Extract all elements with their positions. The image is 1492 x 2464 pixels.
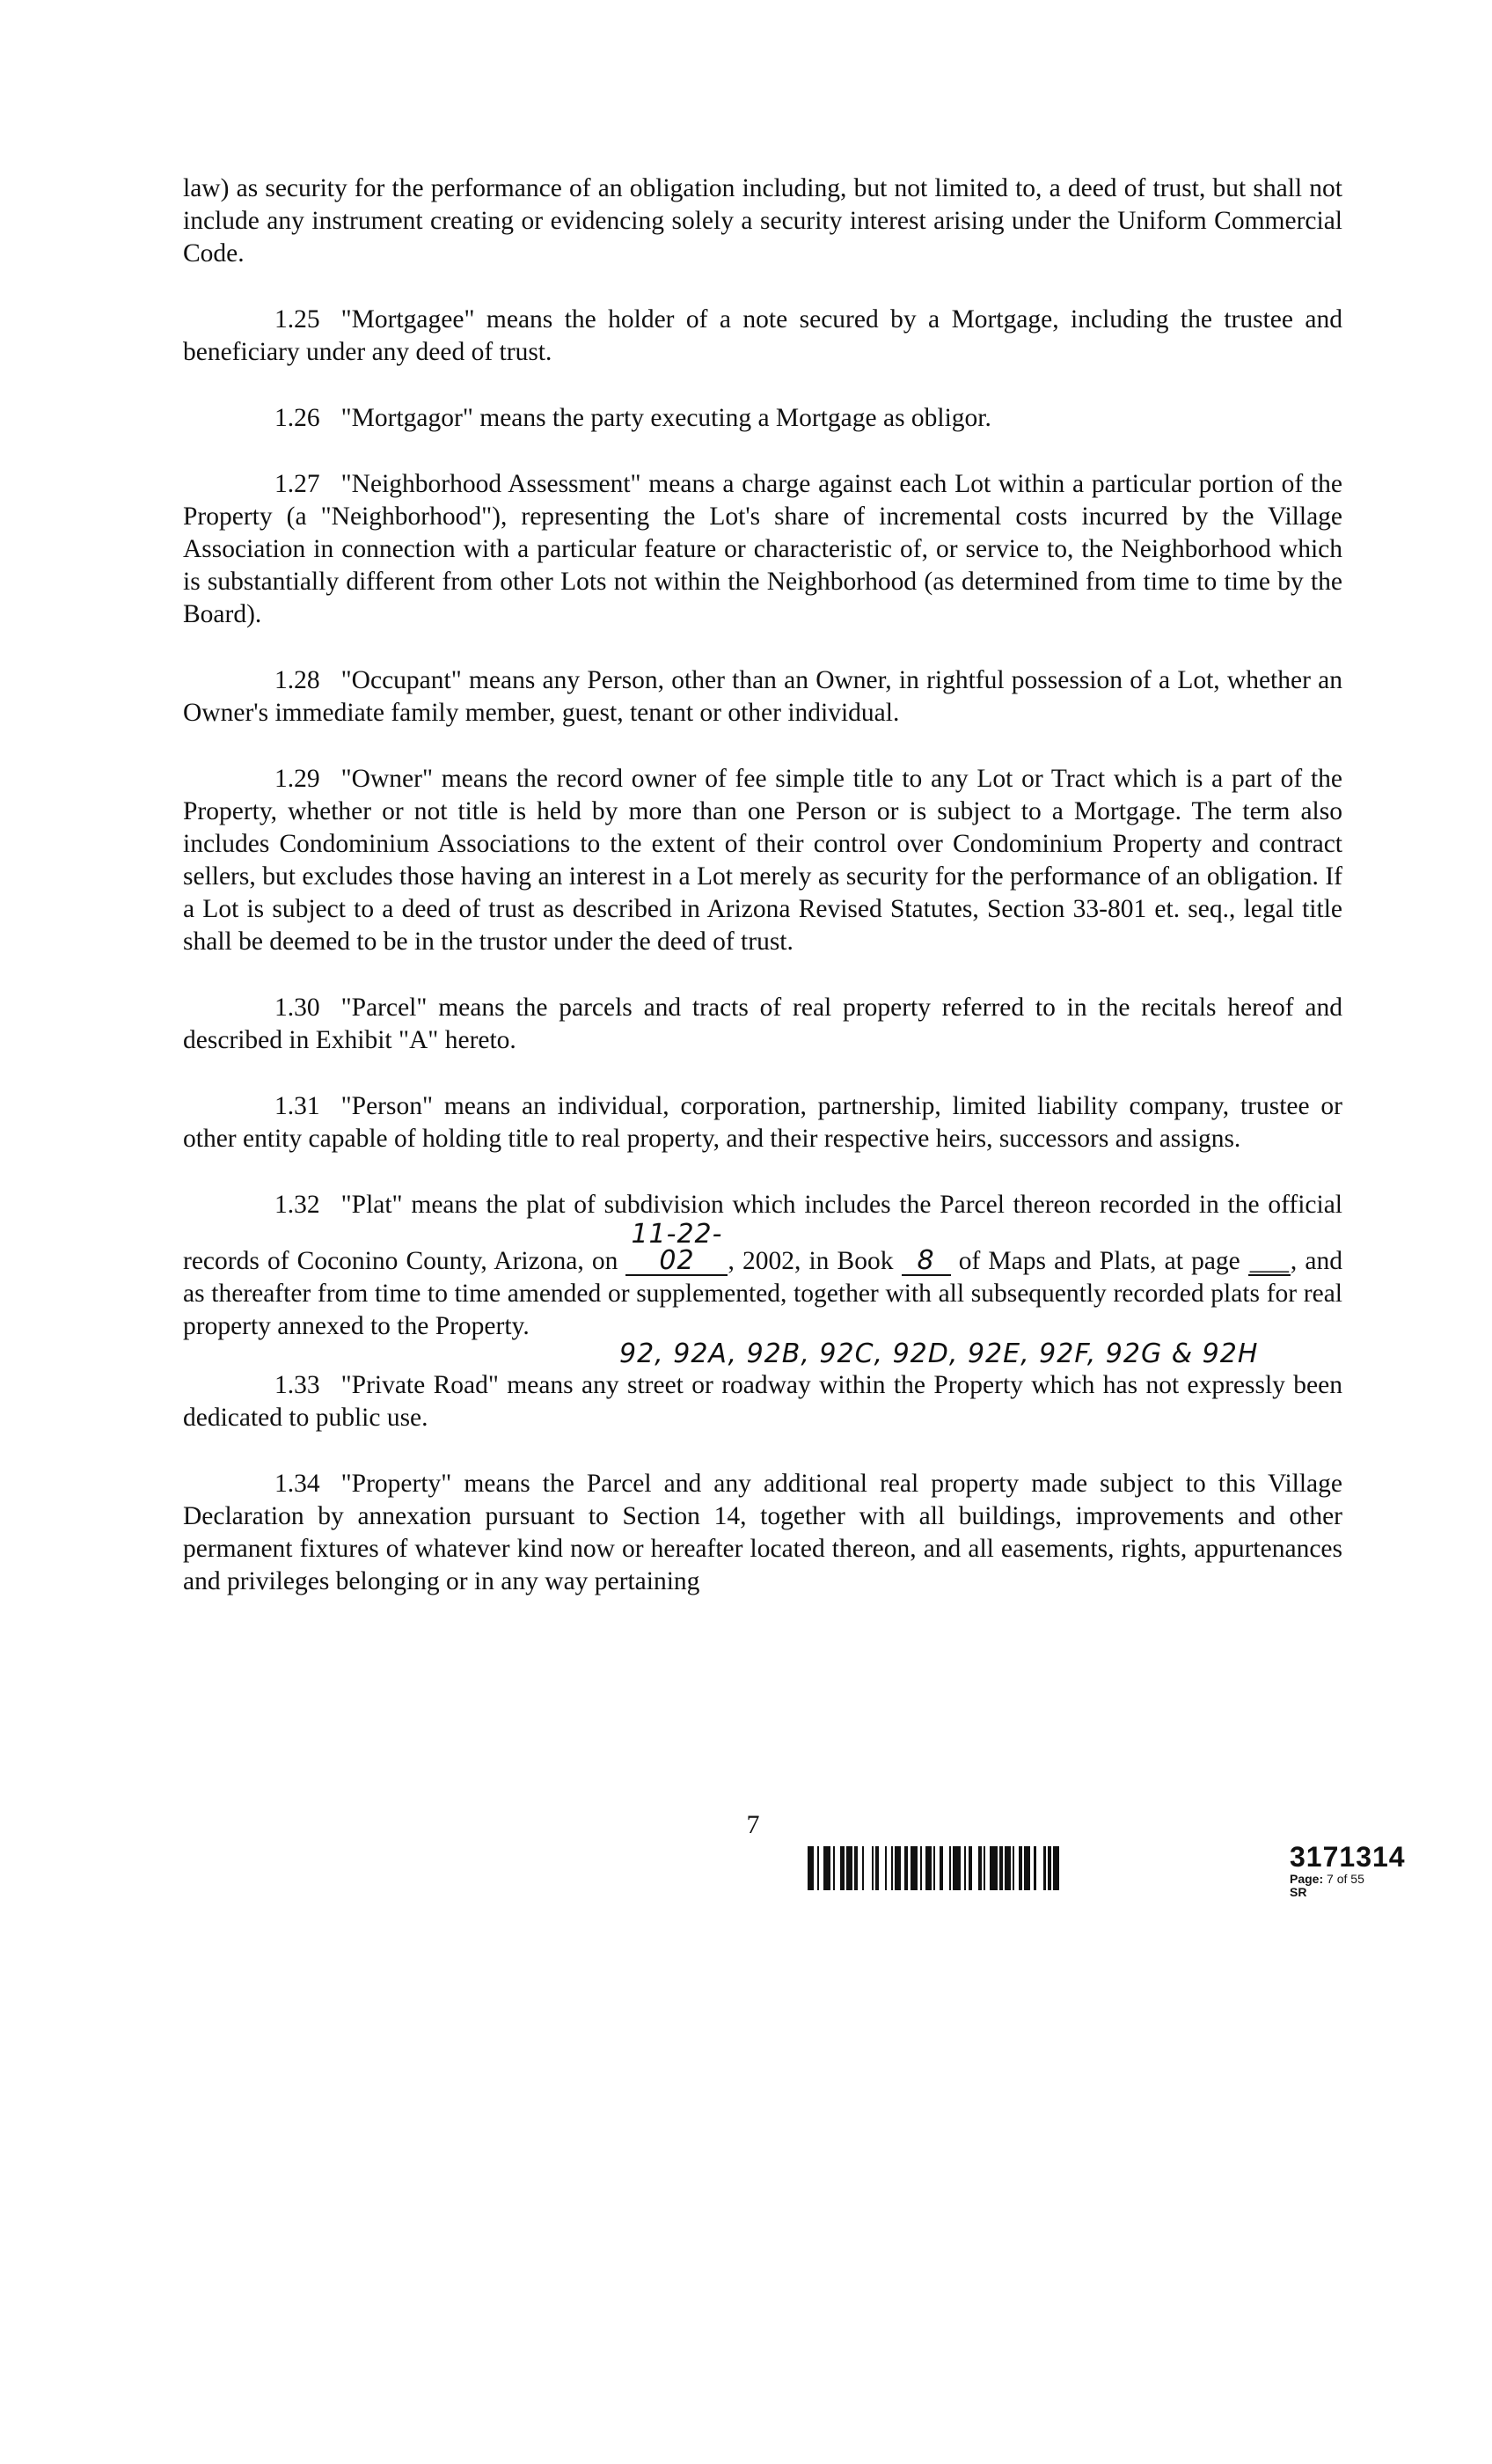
barcode-bar — [904, 1846, 908, 1890]
section-number: 1.30 — [274, 994, 320, 1022]
section-text: "Private Road" means any street or roadway within the Property which has not expressly been dedicated to public use. — [183, 1371, 1342, 1432]
section-text: "Person" means an individual, corporation, partnership, limited liability company, trustee or other entity capable of holding title to real property, and their respective heirs, successors and assigns. — [183, 1092, 1342, 1153]
section-text: "Parcel" means the parcels and tracts of real property referred to in the recitals hereof and described in Exhibit "A" hereto. — [183, 994, 1342, 1054]
section-text: "Property" means the Parcel and any additional real property made subject to this Village Declaration by annexation pursuant to Section 14, together with all buildings, improvements and other permanent fixtures of whatever kind now or hereafter located thereon, and all easements, rights, appurtenances and privileges belonging or in any way pertaining — [183, 1470, 1342, 1595]
barcode-bar — [854, 1846, 858, 1890]
page-count-label — [1290, 1873, 1364, 1886]
section-1-27 — [183, 468, 1342, 631]
barcode-bar — [949, 1846, 951, 1890]
section-text: "Neighborhood Assessment" means a charge against each Lot within a particular portion of the Property (a "Neighborhood"), representing the Lot's share of incremental costs incurred by the Village Association in connection with a particular feature or characteristic of, or service to, the Neighborhood which is substantially different from other Lots not within the Neighborhood (as determined from time to time by the Board). — [183, 470, 1342, 628]
section-1-31 — [183, 1090, 1342, 1155]
section-number: 1.28 — [274, 666, 320, 694]
barcode-bar — [846, 1846, 852, 1890]
section-1-33 — [183, 1369, 1342, 1434]
page-label: Page: — [1290, 1872, 1324, 1886]
barcode-bar — [1048, 1846, 1051, 1890]
barcode-bar — [808, 1846, 814, 1890]
barcode-bar — [895, 1846, 901, 1890]
document-body — [183, 172, 1342, 1632]
page-current: 7 — [1327, 1872, 1334, 1886]
section-number: 1.29 — [274, 765, 320, 793]
section-1-30 — [183, 992, 1342, 1057]
section-text: "Mortgagee" means the holder of a note secured by a Mortgage, including the trustee and beneficiary under any deed of trust. — [183, 305, 1342, 366]
section-number: 1.27 — [274, 470, 320, 498]
barcode-bar — [840, 1846, 844, 1890]
handwritten-book-number: 8 — [902, 1248, 951, 1276]
barcode-bar — [1053, 1846, 1059, 1890]
barcode-bar — [925, 1846, 932, 1890]
barcode-bar — [1034, 1846, 1035, 1890]
page-number-blank: ___ — [1249, 1247, 1290, 1275]
handwritten-plat-pages: 92, 92A, 92B, 92C, 92D, 92E, 92F, 92G & 92H — [619, 1338, 1259, 1369]
barcode-bar — [969, 1846, 972, 1890]
section-number: 1.25 — [274, 305, 320, 334]
barcode-bar — [875, 1846, 879, 1890]
section-number: 1.34 — [274, 1470, 320, 1498]
section-number: 1.31 — [274, 1092, 320, 1120]
recording-code: SR — [1290, 1885, 1307, 1899]
barcode-bar — [953, 1846, 961, 1890]
barcode-bar — [1043, 1846, 1045, 1890]
page-number: 7 — [746, 1810, 760, 1839]
page-total: 55 — [1350, 1872, 1364, 1886]
barcode-bar — [1019, 1846, 1022, 1890]
section-text-c: of Maps and Plats, at page — [958, 1247, 1240, 1275]
barcode-bar — [1005, 1846, 1011, 1890]
barcode-bar — [940, 1846, 943, 1890]
recording-number: 3171314 — [1290, 1841, 1406, 1873]
handwritten-record-date: 11-22-02 — [625, 1221, 728, 1276]
barcode-bar — [862, 1846, 864, 1890]
section-1-25 — [183, 304, 1342, 369]
barcode-bar — [911, 1846, 918, 1890]
section-number: 1.32 — [274, 1191, 320, 1219]
barcode-bar — [891, 1846, 893, 1890]
barcode-bar — [933, 1846, 935, 1890]
intro-continuation: law) as security for the performance of an obligation including, but not limited to, a deed of trust, but shall not include any instrument creating or evidencing solely a security interest arising under the Uniform Commercial Code. — [183, 174, 1342, 268]
section-number: 1.33 — [274, 1371, 320, 1399]
barcode-bar — [885, 1846, 887, 1890]
section-1-29 — [183, 763, 1342, 958]
barcode-bar — [1024, 1846, 1030, 1890]
section-text: "Occupant" means any Person, other than an Owner, in rightful possession of a Lot, whether an Owner's immediate family member, guest, tenant or other individual. — [183, 666, 1342, 727]
barcode-bar — [817, 1846, 819, 1890]
section-text: "Owner" means the record owner of fee simple title to any Lot or Tract which is a part of the Property, whether or not title is held by more than one Person or is subject to a Mortgage. The term also includes Condominium Associations to the extent of their control over Condominium Property and contract sellers, but excludes those having an interest in a Lot merely as security for the performance of an obligation. If a Lot is subject to a deed of trust as described in Arizona Revised Statutes, Section 33-801 et. seq., legal title shall be deemed to be in the trustor under the deed of trust. — [183, 765, 1342, 956]
section-1-32 — [183, 1189, 1342, 1343]
section-text-a: "Plat" means the plat of subdivision which includes the Parcel thereon recorded in the official records of Coconino County, Arizona, on — [183, 1191, 1342, 1275]
section-1-28 — [183, 664, 1342, 730]
section-number: 1.26 — [274, 404, 320, 432]
barcode-bar — [920, 1846, 922, 1890]
barcode-bar — [999, 1846, 1003, 1890]
section-text: "Mortgagor" means the party executing a Mortgage as obligor. — [340, 404, 991, 432]
barcode-bar — [833, 1846, 835, 1890]
barcode-bar — [1013, 1846, 1014, 1890]
page-of-word: of — [1336, 1872, 1348, 1886]
section-1-26 — [183, 402, 1342, 435]
recording-barcode — [808, 1846, 1274, 1890]
barcode-bar — [872, 1846, 874, 1890]
barcode-bar — [964, 1846, 966, 1890]
section-text-d: , and as thereafter from time to time amended or supplemented, together with all subsequently recorded plats for real property annexed to the Property. — [183, 1247, 1342, 1340]
barcode-bar — [823, 1846, 831, 1890]
section-text-b: , 2002, in Book — [728, 1247, 894, 1275]
barcode-bar — [990, 1846, 998, 1890]
section-1-34 — [183, 1468, 1342, 1598]
barcode-bar — [978, 1846, 982, 1890]
barcode-bar — [984, 1846, 985, 1890]
